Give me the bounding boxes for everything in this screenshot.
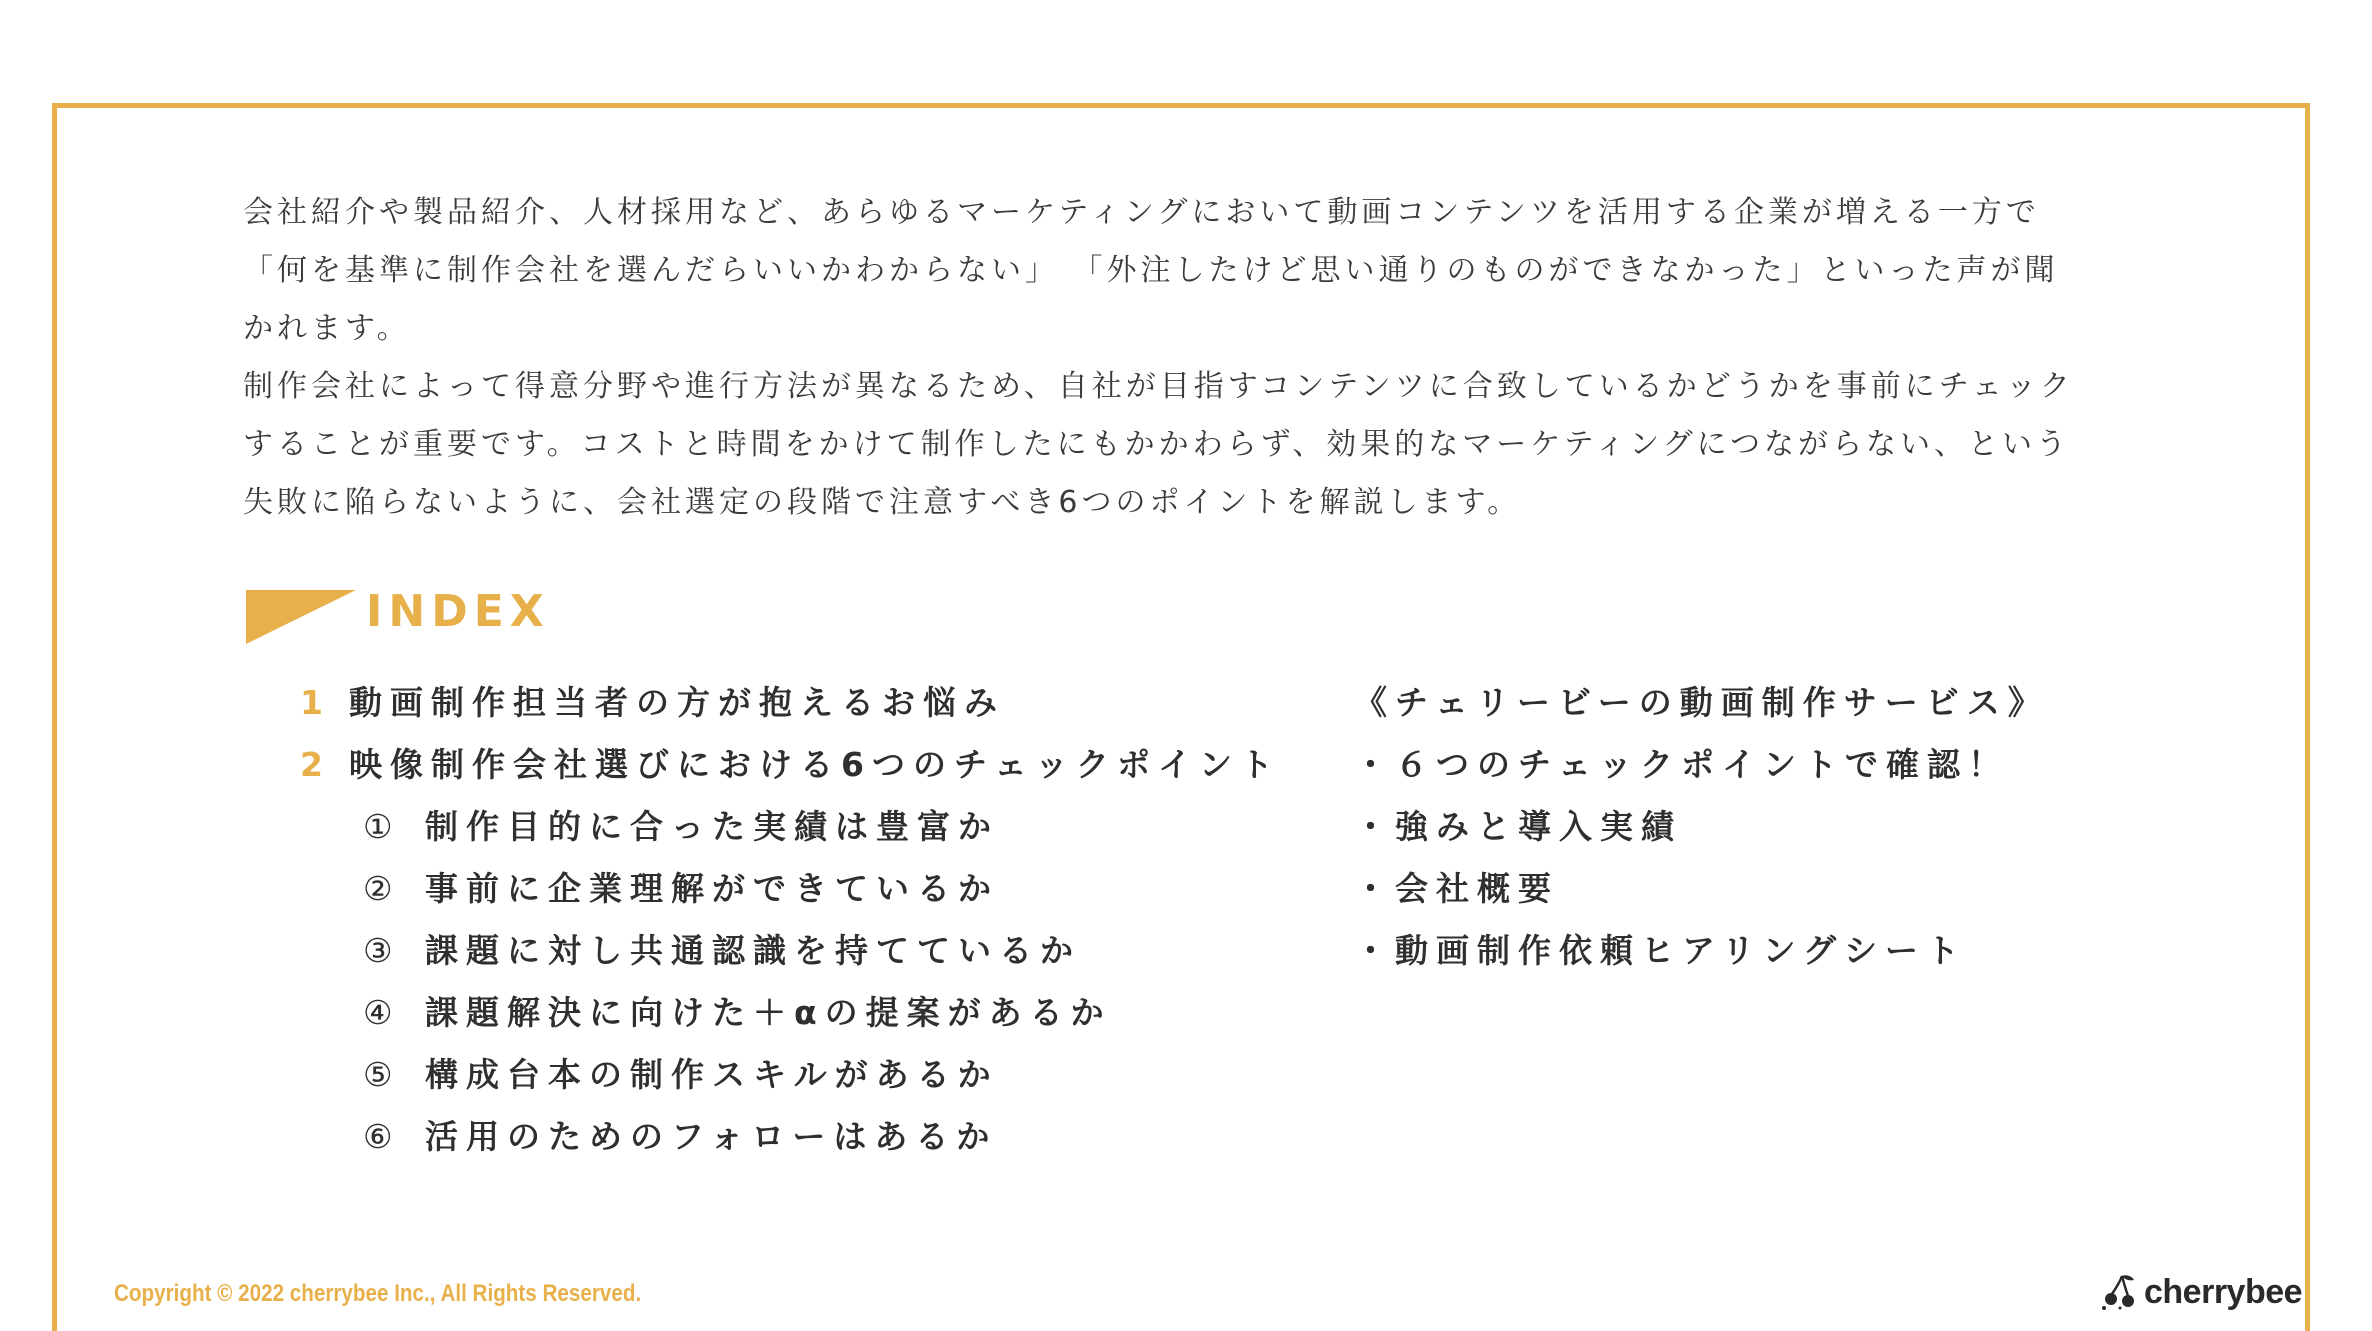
toc-sub-item[interactable] bbox=[300, 858, 1350, 920]
intro-line: かれます。 bbox=[243, 311, 411, 346]
service-item[interactable]: ・動画制作依頼ヒアリングシート bbox=[1354, 931, 1968, 970]
service-heading: 《チェリービーの動画制作サービス》 bbox=[1354, 683, 2049, 722]
cherry-icon bbox=[2100, 1272, 2140, 1312]
intro-line: することが重要です。コストと時間をかけて制作したにもかかわらず、効果的なマーケティングにつながらない、という bbox=[243, 427, 2070, 462]
copyright-text: Copyright © 2022 cherrybee Inc., All Rights Reserved. bbox=[114, 1280, 642, 1307]
toc-number: 1 bbox=[300, 683, 331, 722]
service-item[interactable]: ・強みと導入実績 bbox=[1354, 807, 1682, 846]
table-of-contents bbox=[300, 672, 1350, 1168]
intro-paragraph bbox=[243, 184, 2173, 532]
brand-logo bbox=[2100, 1270, 2302, 1314]
flag-icon bbox=[246, 590, 356, 644]
toc-sub-label: 構成台本の制作スキルがあるか bbox=[425, 1055, 999, 1094]
toc-sub-marker: ⑥ bbox=[363, 1117, 401, 1156]
intro-line: 失敗に陥らないように、会社選定の段階で注意すべき6つのポイントを解説します。 bbox=[243, 485, 1522, 520]
intro-line: 「何を基準に制作会社を選んだらいいかわからない」 「外注したけど思い通りのものができなかった」といった声が聞 bbox=[243, 253, 2059, 288]
toc-sub-marker: ⑤ bbox=[363, 1055, 401, 1094]
toc-sub-item[interactable] bbox=[300, 796, 1350, 858]
toc-sub-label: 課題解決に向けた＋αの提案があるか bbox=[425, 993, 1112, 1032]
logo-text: cherrybee bbox=[2144, 1272, 2303, 1311]
intro-line: 会社紹介や製品紹介、人材採用など、あらゆるマーケティングにおいて動画コンテンツを活用する企業が増える一方で bbox=[243, 195, 2040, 230]
toc-sub-label: 制作目的に合った実績は豊富か bbox=[425, 807, 999, 846]
service-item[interactable]: ・６つのチェックポイントで確認！ bbox=[1354, 745, 2010, 784]
toc-label: 映像制作会社選びにおける6つのチェックポイント bbox=[349, 745, 1281, 784]
service-item[interactable]: ・会社概要 bbox=[1354, 869, 1559, 908]
toc-sub-marker: ① bbox=[363, 807, 401, 846]
toc-sub-item[interactable] bbox=[300, 1106, 1350, 1168]
toc-label: 動画制作担当者の方が抱えるお悩み bbox=[349, 683, 1005, 722]
intro-line: 制作会社によって得意分野や進行方法が異なるため、自社が目指すコンテンツに合致しているかどうかを事前にチェック bbox=[243, 369, 2074, 404]
index-heading bbox=[246, 582, 646, 642]
index-title: INDEX bbox=[366, 586, 550, 637]
toc-sub-label: 事前に企業理解ができているか bbox=[425, 869, 999, 908]
toc-sub-marker: ④ bbox=[363, 993, 401, 1032]
toc-sub-label: 活用のためのフォローはあるか bbox=[425, 1117, 998, 1156]
service-section bbox=[1354, 672, 2174, 982]
toc-number: 2 bbox=[300, 745, 331, 784]
toc-sub-label: 課題に対し共通認識を持てているか bbox=[425, 931, 1081, 970]
toc-sub-item[interactable] bbox=[300, 1044, 1350, 1106]
toc-sub-marker: ③ bbox=[363, 931, 401, 970]
toc-sub-item[interactable] bbox=[300, 982, 1350, 1044]
toc-item[interactable] bbox=[300, 672, 1350, 734]
toc-item[interactable] bbox=[300, 734, 1350, 796]
toc-sub-item[interactable] bbox=[300, 920, 1350, 982]
toc-sub-marker: ② bbox=[363, 869, 401, 908]
